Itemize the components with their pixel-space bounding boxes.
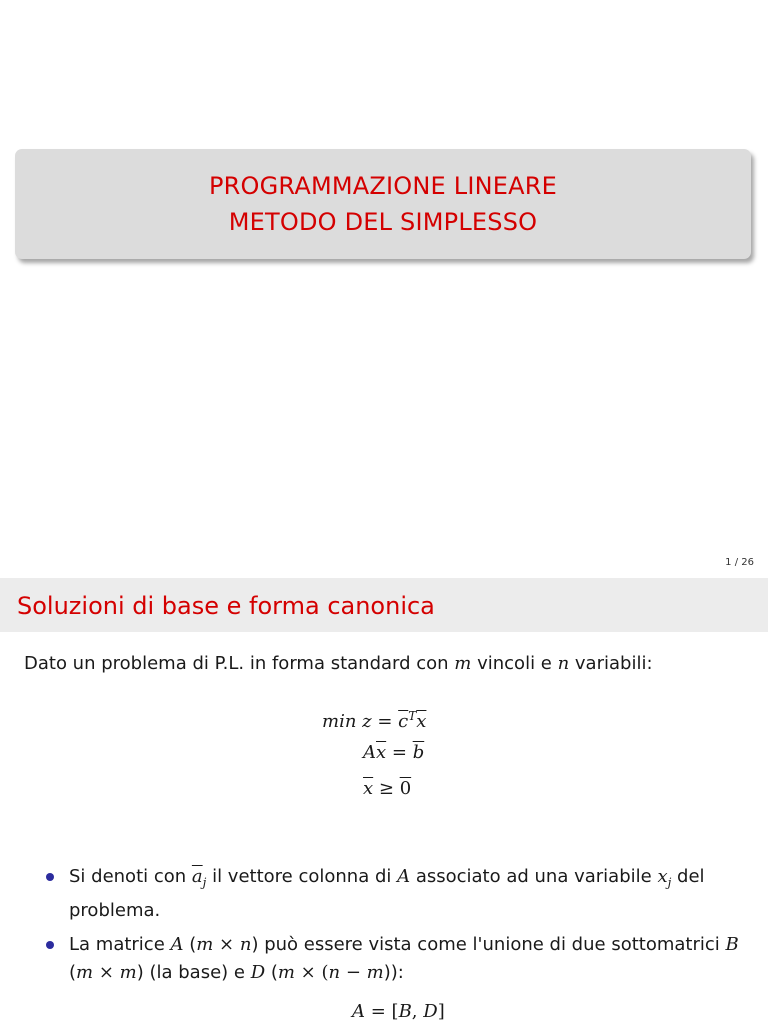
times-symbol: ×: [93, 961, 120, 983]
var-m: m: [366, 961, 384, 983]
transpose-T: T: [408, 709, 417, 723]
var-x: x: [657, 866, 668, 887]
eq-open: = [: [365, 1001, 399, 1022]
bullet-text: )):: [383, 961, 404, 983]
bullet-dot-icon: [46, 873, 54, 881]
bullet-text: ) (la base) e: [136, 961, 251, 983]
matrix-B: B: [398, 1001, 412, 1022]
matrix-D: D: [423, 1001, 438, 1022]
vec-x: $\overline{x}$: [376, 742, 387, 763]
matrix-D: D: [250, 961, 266, 983]
eq-comma: ,: [411, 1001, 424, 1022]
eq-close: ]: [437, 1001, 445, 1022]
title-box: [15, 149, 751, 259]
var-m: m: [196, 933, 214, 955]
matrix-A: A: [363, 742, 376, 763]
constraint-equation: [363, 741, 424, 765]
bullet-item-1: [46, 863, 746, 925]
page-number: 1 / 26: [725, 557, 754, 568]
index-j: j: [202, 875, 207, 890]
nonnegativity-equation: [363, 777, 411, 801]
bullet-text: associato ad una variabile: [410, 866, 658, 887]
var-n: n: [239, 933, 252, 955]
var-m: m: [76, 961, 94, 983]
vec-zero: 0: [399, 778, 412, 799]
content-slide: [0, 578, 768, 1024]
bullet-text: (: [265, 961, 278, 983]
title-line-2: METODO DEL SIMPLESSO: [228, 208, 538, 236]
matrix-B: B: [725, 933, 739, 955]
matrix-A: A: [170, 933, 184, 955]
var-n: n: [328, 961, 341, 983]
bullet-list: [46, 863, 746, 993]
bullet-text: (: [183, 933, 197, 955]
var-m: m: [277, 961, 295, 983]
intro-paragraph: [24, 651, 653, 677]
vec-x: $\overline{x}$: [416, 711, 427, 732]
minus-symbol: −: [340, 961, 367, 983]
eq-equals: =: [386, 742, 413, 763]
bullet-text: Si denoti con: [69, 866, 192, 887]
frame-title: Soluzioni di base e forma canonica: [17, 592, 435, 620]
matrix-A: A: [352, 1001, 365, 1022]
index-j: j: [667, 875, 672, 890]
bullet-text: La matrice: [69, 933, 171, 955]
var-m: m: [454, 653, 472, 674]
bullet-text: il vettore colonna di: [206, 866, 398, 887]
bullet-dot-icon: [46, 941, 54, 949]
vec-a: $\overline{a}$: [191, 866, 203, 887]
bullet-item-2: [46, 931, 746, 987]
objective-equation: [322, 704, 426, 734]
vec-x: $\overline{x}$: [363, 778, 374, 799]
times-symbol: × (: [294, 961, 329, 983]
bullet-text: del problema.: [69, 866, 705, 921]
intro-text-2: vincoli e: [471, 653, 558, 674]
eq-geq: ≥: [373, 778, 400, 799]
var-n: n: [557, 653, 570, 674]
times-symbol: ×: [213, 933, 240, 955]
eq-equals: =: [371, 711, 399, 732]
bullet-text: ) può essere vista come l'unione di due sottomatrici: [251, 933, 726, 955]
frame-title-bar: [0, 578, 768, 632]
intro-text-3: variabili:: [569, 653, 653, 674]
vec-c: $\overline{c}$: [398, 711, 409, 732]
var-m: m: [119, 961, 137, 983]
intro-text-1: Dato un problema di P.L. in forma standard con: [24, 653, 455, 674]
bullet-text: (: [69, 961, 77, 983]
matrix-A: A: [397, 866, 411, 887]
partition-equation: [352, 1000, 445, 1024]
eq-min-z: min z: [322, 711, 372, 732]
vec-b: $\overline{b}$: [412, 742, 425, 763]
title-line-1: PROGRAMMAZIONE LINEARE: [209, 172, 557, 200]
